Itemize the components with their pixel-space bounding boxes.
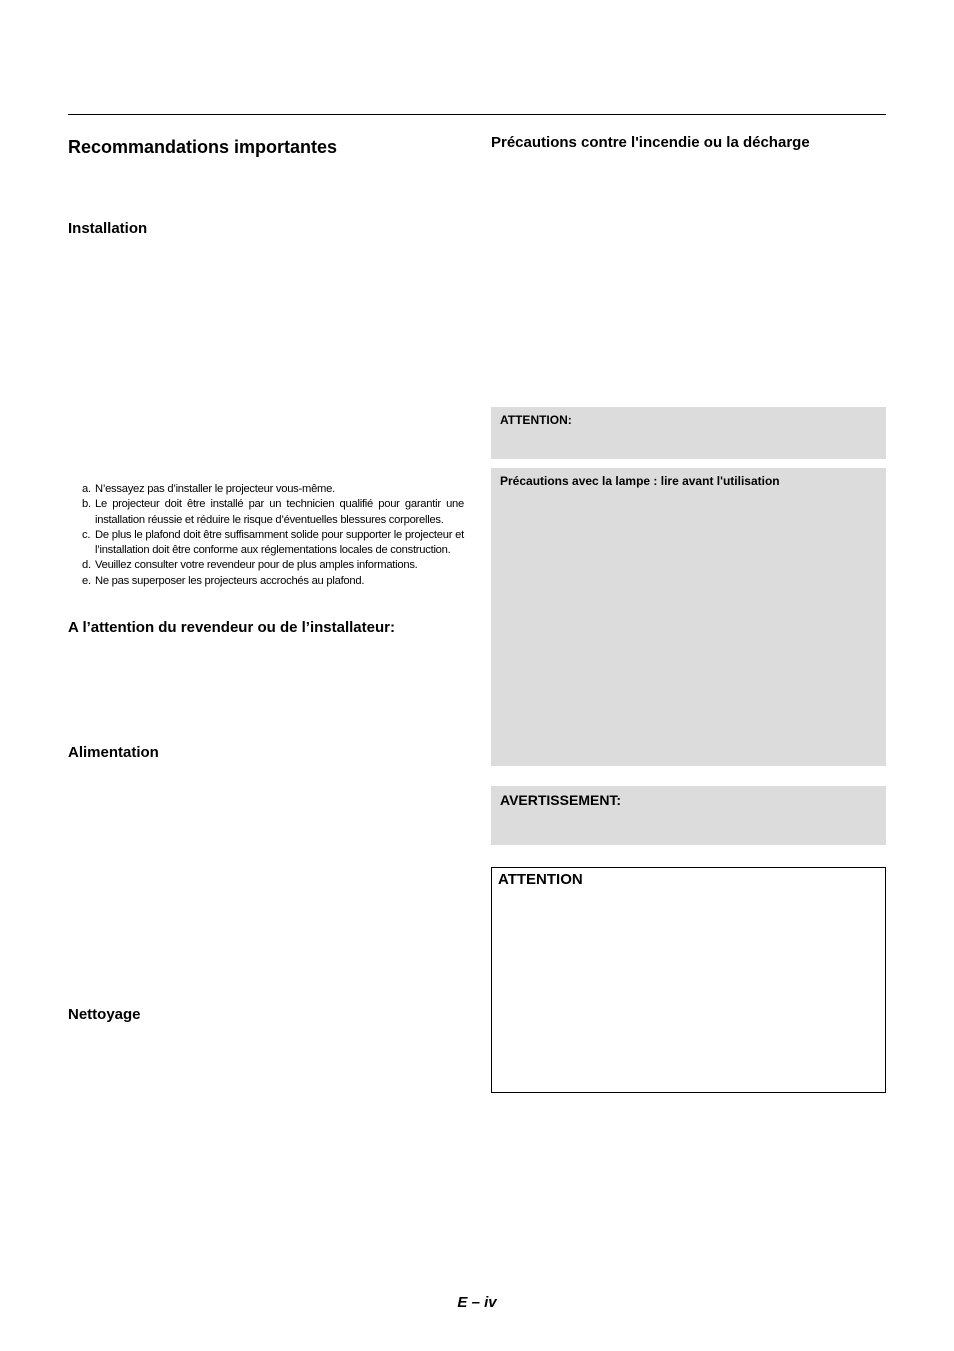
installation-list xyxy=(78,482,464,589)
heading-power: Alimentation xyxy=(68,744,159,761)
page-title: Recommandations importantes xyxy=(68,137,338,157)
list-item: d. Veuillez consulter votre revendeur pour de plus amples informations. xyxy=(82,559,418,572)
warning-box xyxy=(491,786,886,845)
list-item: c. De plus le plafond doit être suffisamment solide pour supporter le projecteur et l’installation doit être conforme aux réglementations locales de construction. xyxy=(82,528,464,557)
page-number: E – iv xyxy=(457,1294,497,1311)
heading-cleaning: Nettoyage xyxy=(68,1006,141,1023)
list-item: a. N’essayez pas d’installer le projecteur vous-même. xyxy=(82,483,335,495)
attention-box-title: ATTENTION: xyxy=(500,413,572,427)
list-item: e. Ne pas superposer les projecteurs accrochés au plafond. xyxy=(82,574,365,587)
heading-fire-precautions: Précautions contre l'incendie ou la décharge xyxy=(491,134,810,151)
lamp-precautions-title: Précautions avec la lampe : lire avant l'utilisation xyxy=(500,474,780,488)
top-rule xyxy=(68,114,886,115)
heading-installation: Installation xyxy=(68,220,148,237)
attention-outline-box xyxy=(491,867,886,1093)
attention-box xyxy=(491,407,886,459)
lamp-precautions-box xyxy=(491,468,886,766)
heading-dealer-notice: A l’attention du revendeur ou de l’installateur: xyxy=(68,619,395,636)
attention-outline-title: ATTENTION xyxy=(498,871,583,888)
list-item: b. Le projecteur doit être installé par un technicien qualifié pour garantir une installation réussie et réduire le risque d’éventuelles blessures corporelles. xyxy=(82,498,464,526)
warning-box-title: AVERTISSEMENT: xyxy=(500,792,622,808)
